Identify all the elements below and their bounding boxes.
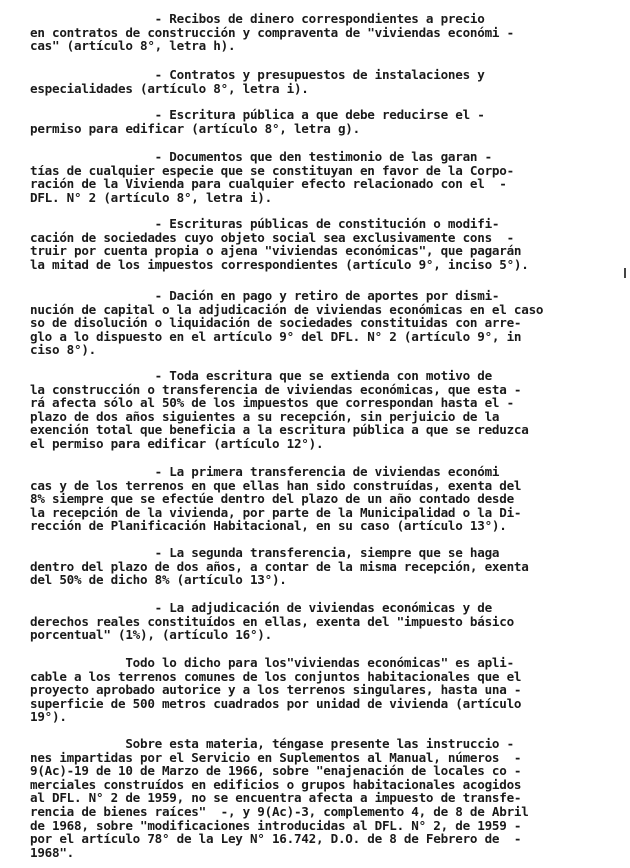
margin-mark <box>624 268 626 278</box>
paragraph-second-transfer: - La segunda transferencia, siempre que se haga dentro del plazo de dos años, a contar de la misma recepción, exenta del 50% de dicho 8% (artículo 13°). <box>30 545 529 588</box>
paragraph-receipts: - Recibos de dinero correspondientes a precio en contratos de construcción y compraventa de "viviendas económi - cas" (artículo 8°, letra h). <box>30 11 514 54</box>
paragraph-construction-deeds: - Toda escritura que se extienda con motivo de la construcción o transferencia de viviendas económicas, que esta - rá afecta sólo al 50% de los impuestos que correspondan hasta el - plazo de dos años siguientes a su recepción, sin perjuicio de la exención total que beneficia a la escritura pública a que se reduzca el permiso para edificar (artículo 12°). <box>30 368 529 451</box>
paragraph-adjudication: - La adjudicación de viviendas económicas y de derechos reales constituídos en ellas, exenta del "impuesto básico porcentual" (1%), (artículo 16°). <box>30 600 514 643</box>
paragraph-capital-reduction: - Dación en pago y retiro de aportes por dismi- nución de capital o la adjudicación de viviendas económicas en el caso so de disolución o liquidación de sociedades constituidas con arre- glo a lo dispuesto en el artículo 9° del DFL. N° 2 (artículo 9°, in ciso 8°). <box>30 288 544 358</box>
paragraph-guarantees: - Documentos que den testimonio de las garan - tías de cualquier especie que se constituyan en favor de la Corpo- ración de la Vivienda para cualquier efecto relacionado con el - DFL. N° 2 (artículo 8°, letra i). <box>30 149 514 205</box>
paragraph-common-lands: Todo lo dicho para los"viviendas económicas" es apli- cable a los terrenos comunes de los conjuntos habitacionales que el proyecto aprobado autorice y a los terrenos singulares, hasta una - superficie de 500 metros cuadrados por unidad de vivienda (artículo 19°). <box>30 655 522 725</box>
paragraph-building-permit-deed: - Escritura pública a que debe reducirse el - permiso para edificar (artículo 8°, letra g). <box>30 107 485 136</box>
paragraph-contracts: - Contratos y presupuestos de instalaciones y especialidades (artículo 8°, letra i). <box>30 67 485 96</box>
paragraph-first-transfer: - La primera transferencia de viviendas económi cas y de los terrenos en que ellas han sido construídas, exenta del 8% siempre que se efectúe dentro del plazo de un año contado desde la recepción de la vivienda, por parte de la Municipalidad o la Di- rección de Planificación Habitacional, en su caso (artículo 13°). <box>30 464 522 534</box>
paragraph-instructions: Sobre esta materia, téngase presente las instruccio - nes impartidas por el Servicio en Suplementos al Manual, números - 9(Ac)-19 de 10 de Marzo de 1966, sobre "enajenación de locales co - merciales construídos en edificios o grupos habitacionales acogidos al DFL. N° 2 de 1959, no se encuentra afecta a impuesto de transfe- rencia de bienes raíces" -, y 9(Ac)-3, complemento 4, de 8 de Abril de 1968, sobre "modificaciones introducidas al DFL. N° 2, de 1959 - por el artículo 78° de la Ley N° 16.742, D.O. de 8 de Febrero de - 1968". <box>30 736 529 860</box>
paragraph-company-deeds: - Escrituras públicas de constitución o modifi- cación de sociedades cuyo objeto social sea exclusivamente cons - truir por cuenta propia o ajena "viviendas económicas", que pagarán la mitad de los impuestos correspondientes (artículo 9°, inciso 5°). <box>30 216 529 272</box>
